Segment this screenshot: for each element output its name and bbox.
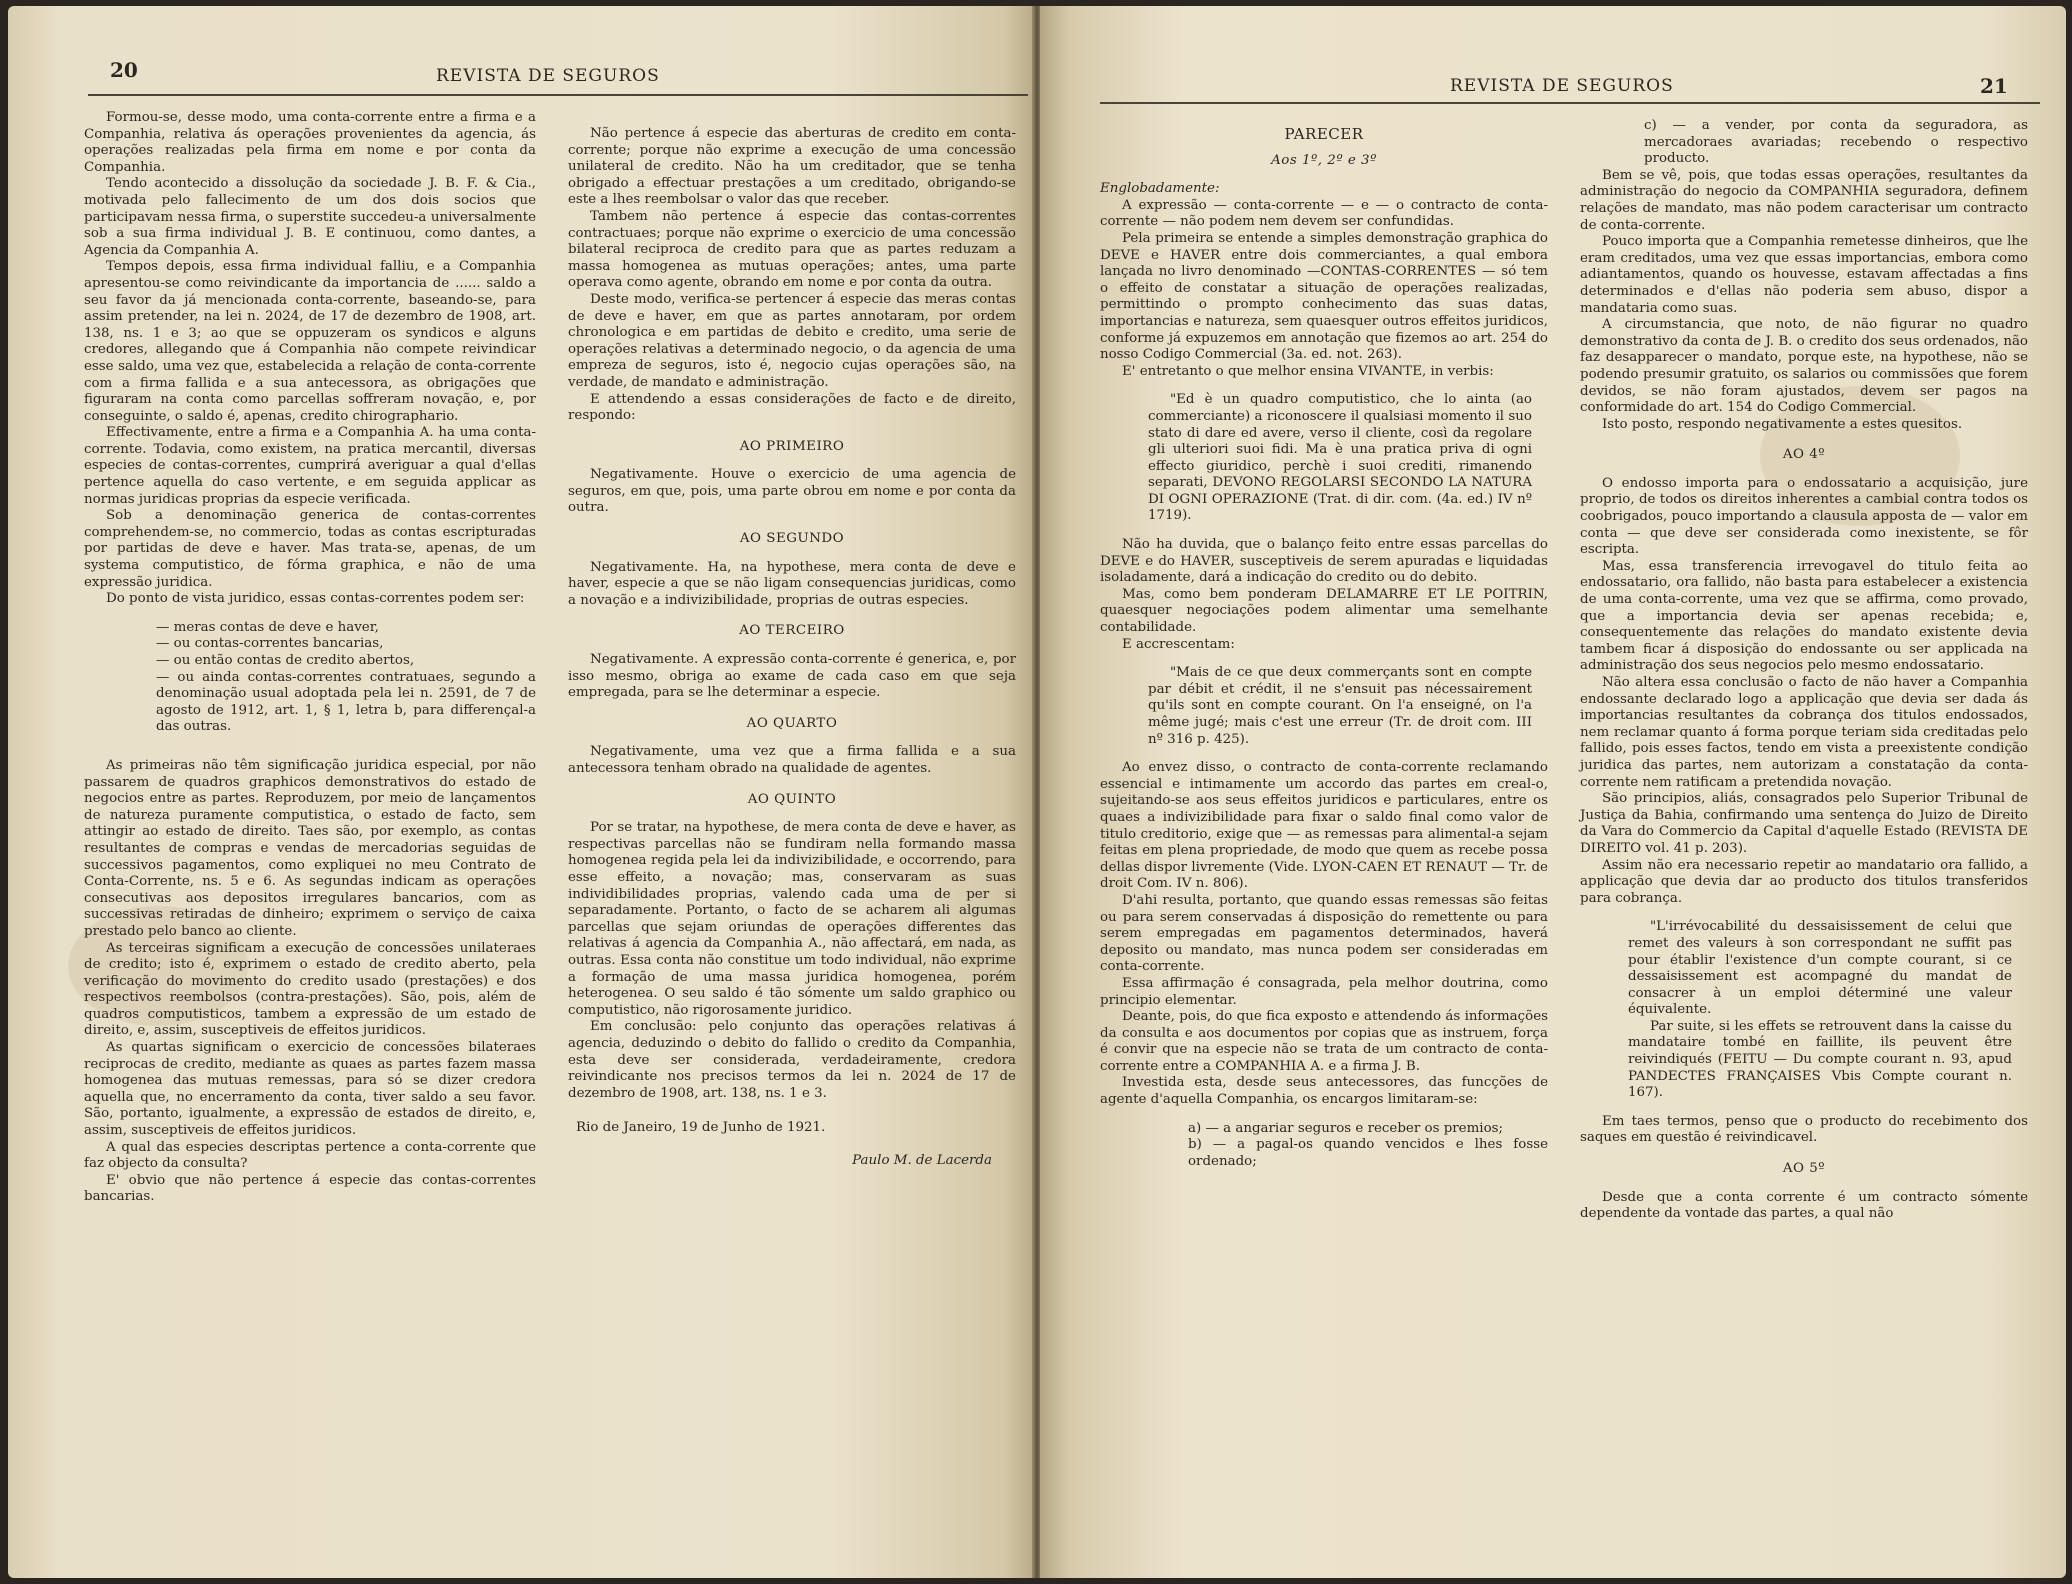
answer-heading: AO 4º [1782,447,1826,463]
quotation: Par suite, si les effets se retrouvent dans la caisse du mandataire tombé en faillite, ils peuvent être reivindiqués (FEITU — Du compte courant n. 93, apud PANDECTES FRANÇAISES Vbis Compte courant n. 167). [1628,1018,2012,1101]
answer-text: Negativamente. Ha, na hypothese, mera conta de deve e haver, especie a que se não ligam consequencias juridicas, como a novação e a indivizibilidade, proprias de outras especies. [568,559,1016,608]
paragraph: As primeiras não têm significação juridica especial, por não passarem de quadros graphicos demonstrativos do estado de negocios entre as partes. Reproduzem, por meio de lançamentos de natureza puramente computistica, o estado de facto, sem attingir ao estado de direito. Taes são, por exemplo, as contas resultantes de compras e vendas de mercadorias seguidas de successivos pagamentos, como expliquei no meu Contrato de Conta-Corrente, ns. 5 e 6. As segundas indicam as operações consecutivas aos depositos irregulares bancarios, com as successivas retiradas de dinheiro; exprimem o serviço de caixa prestado pelo banco ao cliente. [84,757,536,939]
page-number: 20 [110,58,138,82]
running-head: REVISTA DE SEGUROS [436,66,660,86]
paragraph: Assim não era necessario repetir ao mandatario ora fallido, a applicação que devia dar ao producto dos titulos transferidos para cobrança. [1580,857,2028,906]
paragraph: Mas, como bem ponderam DELAMARRE ET LE POITRIN, quaesquer negociações podem alimentar uma semelhante contabilidade. [1100,586,1548,636]
paragraph: Não altera essa conclusão o facto de não haver a Companhia endossante declarado logo a applicação que devia ser dada ás importancias resultantes da cobrança dos titulos endossados, nem reclamar quanto á forma porque teriam sida creditadas pelo fallido, pois esses factos, tendo em vista a preexistente condição juridica das partes, nem autorizam a constatação da conta-corrente nem ratificam a pretendida novação. [1580,675,2028,790]
subtitle: Aos 1º, 2º e 3º [1271,152,1377,168]
title: PARECER [1284,125,1364,143]
paragraph: Pouco importa que a Companhia remetesse dinheiros, que lhe eram creditados, uma vez que essas importancias, embora como adiantamentos, quando os houvesse, estavam affectadas a fins determinados e d'ellas não poderia sem abuso, dispor a mandataria como suas. [1580,234,2028,316]
paragraph: Pela primeira se entende a simples demonstração graphica do DEVE e HAVER entre dois commerciantes, a qual embora lançada no livro denominado —CONTAS-CORRENTES — só tem o effeito de constatar a situação de operações realizadas, permittindo o prompto conhecimento das suas datas, importancias e natureza, sem quaesquer outros effeitos juridicos, conforme já expuzemos em annotação que fizemos ao art. 254 do nosso Codigo Commercial (3a. ed. not. 263). [1100,230,1548,363]
paragraph: Englobadamente: [1100,181,1220,197]
answer-heading: AO 5º [1782,1161,1826,1177]
paragraph: E attendendo a essas considerações de facto e de direito, respondo: [568,391,1016,424]
list-item: — ou contas-correntes bancarias, [156,636,384,652]
list-item: a) — a angariar seguros e receber os premios; [1188,1120,1504,1136]
left-page [8,6,1034,1578]
header-rule [1100,102,2040,104]
list-item: — meras contas de deve e haver, [156,619,379,635]
list-item: — ou então contas de credito abertos, [156,653,415,668]
paragraph: A circumstancia, que noto, de não figurar no quadro demonstrativo da conta de J. B. o credito dos seus ordenados, não faz desapparecer o mandato, porque este, na hypothese, não se podendo presumir gratuito, os salarios ou commissões que forem devidos, se não foram ajustados, devem ser pagos na conformidade do art. 154 do Codigo Commercial. [1580,317,2028,416]
paragraph: Deante, pois, do que fica exposto e attendendo ás informações da consulta e aos documentos por copias que as instruem, força é convir que na especie não se trata de um contracto de conta-corrente entre a COMPANHIA A. e a firma J. B. [1100,1009,1548,1074]
paragraph: Tendo acontecido a dissolução da sociedade J. B. F. & Cia., motivada pelo fallecimento de um dos dois socios que participavam nessa firma, o superstite succedeu-a universalmente sob a sua firma individual J. B. E continuou, como dantes, a Agencia da Companhia A. [84,176,536,258]
paragraph: E' entretanto o que melhor ensina VIVANTE, in verbis: [1122,363,1494,379]
paragraph: Sob a denominação generica de contas-correntes comprehendem-se, no commercio, todas as contas escripturadas por partidas de deve e haver. Mas trata-se, apenas, de um systema computistico, de fórma graphica, e não de uma expressão juridica. [84,508,536,590]
answer-heading: AO TERCEIRO [739,623,845,639]
right-column-1 [1100,118,1548,1170]
paragraph: Em taes termos, penso que o producto do recebimento dos saques em questão é reivindicavel. [1580,1113,2028,1146]
paragraph: As terceiras significam a execução de concessões unilateraes de credito; isto é, exprimem o estado de credito aberto, pela verificação do movimento do credito usado (prestações) e dos respectivos reembolsos (contra-prestações). São, pois, além de quadros computisticos, tambem a expressão de um estado de direito, e, assim, susceptiveis de effeitos juridicos. [84,940,536,1039]
paragraph: Do ponto de vista juridico, essas contas-correntes podem ser: [106,591,525,607]
paragraph: A expressão — conta-corrente — e — o contracto de conta-corrente — não podem nem devem ser confundidas. [1100,197,1548,230]
paragraph: Bem se vê, pois, que todas essas operações, resultantes da administração do negocio da COMPANHIA seguradora, definem relações de mandato, mas não podem caracterisar um contracto de conta-corrente. [1580,167,2028,233]
paragraph: Em conclusão: pelo conjunto das operações relativas á agencia, deduzindo o debito do fallido o credito da Companhia, esta deve ser considerada, verdadeiramente, credora reivindicante nos precisos termos da lei n. 2024 de 17 de dezembro de 1908, art. 138, ns. 1 e 3. [568,1019,1016,1101]
paragraph: Effectivamente, entre a firma e a Companhia A. ha uma conta-corrente. Todavia, como existem, na pratica mercantil, diversas especies de contas-correntes, cumprirá averiguar a qual d'ellas pertence aquella do caso vertente, e em seguida applicar as normas juridicas proprias da especie verificada. [84,425,536,507]
paragraph: E accrescentam: [1122,636,1235,652]
paragraph: São principios, aliás, consagrados pelo Superior Tribunal de Justiça da Bahia, confirmando uma sentença do Juizo de Direito da Vara do Commercio da Capital d'aquelle Estado (REVISTA DE DIREITO vol. 41 p. 203). [1580,791,2028,856]
quotation: "Ed è un quadro computistico, che lo ainta (ao commerciante) a riconoscere il qualsiasi momento il suo stato di dare ed avere, verso il cliente, così da regolare gli ulteriori suoi fidi. Ma è una pratica priva di ogni effecto giuridico, perchè i suoi crediti, rimanendo separati, DEVONO REGOLARSI SECONDO LA NATURA DI OGNI OPERAZIONE (Trat. di dir. com. (4a. ed.) IV nº 1719). [1148,392,1532,524]
list-item: c) — a vender, por conta da seguradora, as mercadoraes avariadas; recebendo o respectivo producto. [1644,118,2028,167]
paragraph: Essa affirmação é consagrada, pela melhor doutrina, como principio elementar. [1100,975,1548,1008]
header-rule [88,94,1028,96]
paragraph: Formou-se, desse modo, uma conta-corrente entre a firma e a Companhia, relativa ás operações provenientes da agencia, ás operações realizadas pela firma em nome e por conta da Companhia. [84,110,536,175]
answer-text: Negativamente. Houve o exercicio de uma agencia de seguros, em que, pois, uma parte obrou em nome e por conta da outra. [568,467,1016,516]
answer-text: Por se tratar, na hypothese, de mera conta de deve e haver, as respectivas parcellas não se fundiram nella formando massa homogenea regida pela lei da indivizibilidade, e occorrendo, para esse effeito, a novação; mas, conservaram as suas individibilidades proprias, valendo cada uma de per si separadamente. Portanto, o facto de se acharem ali algumas parcellas que sejam oriundas de operações differentes das relativas á agencia da Companhia A., não affectará, em nada, as outras. Essa conta não constitue um todo individual, não exprime a formação de uma massa juridica homogenea, porém heterogenea. O seu saldo é tão sómente um saldo graphico ou computistico, não rigorosamente juridico. [568,820,1016,1018]
magazine-spread [8,6,2066,1578]
answer-heading: AO SEGUNDO [739,531,845,547]
paragraph: Tempos depois, essa firma individual falliu, e a Companhia apresentou-se como reivindicante da importancia de ...... saldo a seu favor da já mencionada conta-corrente, baseando-se, para assim pretender, na lei n. 2024, de 17 de dezembro de 1908, art. 138, ns. 1 e 3; ao que se oppuzeram os syndicos e alguns credores, allegando que á Companhia não compete reivindicar esse saldo, uma vez que, estabelecida a relação de conta-corrente com a firma fallida e a sua antecessora, as obrigações que figuraram na conta como parcellas soffreram novação, e, por conseguinte, o saldo é, apenas, credito chirographario. [84,259,536,424]
list-item: b) — a pagal-os quando vencidos e lhes fosse ordenado; [1188,1137,1548,1169]
left-column-2 [568,126,1016,1169]
date-line: Rio de Janeiro, 19 de Junho de 1921. [576,1120,826,1136]
paragraph: Isto posto, respondo negativamente a estes quesitos. [1602,416,1963,432]
paragraph: Mas, essa transferencia irrevogavel do titulo feita ao endossatario, ora fallido, não basta para estabelecer a existencia de uma conta-corrente, uma vez que se affirma, como provado, que a importancia devia ser apenas recebida; e, consequentemente das relações do mandato existente devia tambem ficar á disposição do endossante ou ser applicada na administração dos seus negocios pelo mesmo endossatario. [1580,558,2028,674]
page-number: 21 [1980,74,2008,98]
answer-text: Negativamente. A expressão conta-corrente é generica, e, por isso mesmo, obriga ao exame de cada caso em que seja empregada, para se lhe determinar a especie. [568,652,1016,701]
right-page [1040,6,2066,1578]
paragraph: Não pertence á especie das aberturas de credito em conta-corrente; porque não exprime a execução de uma concessão unilateral de credito. Não ha um creditador, que se tenha obrigado a effectuar prestações a um creditado, obrigando-se este a lhes reembolsar o valor das que receber. [568,126,1016,208]
signature: Paulo M. de Lacerda [852,1152,992,1168]
paragraph: As quartas significam o exercicio de concessões bilateraes reciprocas de credito, mediante as quaes as partes fazem massa homogenea das mutuas remessas, para só se dizer credora aquella que, no encerramento da conta, tiver saldo a seu favor. São, portanto, igualmente, a expressão de estados de direito, e, assim, susceptiveis de effeitos juridicos. [84,1040,536,1139]
paragraph: A qual das especies descriptas pertence a conta-corrente que faz objecto da consulta? [84,1139,536,1172]
quotation: "L'irrévocabilité du dessaisissement de celui que remet des valeurs à son correspondant ne suffit pas pour établir l'existence d'un compte courant, si ce dessaisissement est acompagné du mandat de consacrer à un emploi déterminé une valeur équivalente. [1628,919,2012,1018]
paragraph: E' obvio que não pertence á especie das contas-correntes bancarias. [84,1172,536,1205]
paragraph: Desde que a conta corrente é um contracto sómente dependente da vontade das partes, a qual não [1580,1189,2028,1222]
answer-text: Negativamente, uma vez que a firma fallida e a sua antecessora tenham obrado na qualidade de agentes. [568,744,1016,776]
answer-heading: AO QUARTO [746,715,838,731]
quotation: "Mais de ce que deux commerçants sont en compte par débit et crédit, il ne s'ensuit pas nécessairement qu'ils sont en compte courant. On l'a enseigné, on l'a même jugé; mais c'est une erreur (Tr. de droit com. III nº 316 p. 425). [1148,665,1532,747]
answer-heading: AO QUINTO [747,791,837,807]
paragraph: Não ha duvida, que o balanço feito entre essas parcellas do DEVE e do HAVER, susceptiveis de serem apuradas e liquidadas isoladamente, dará a indicação do credito ou do debito. [1100,537,1548,586]
running-head: REVISTA DE SEGUROS [1450,76,1674,96]
right-column-2 [1580,118,2028,1223]
paragraph: D'ahi resulta, portanto, que quando essas remessas são feitas ou para serem conservadas á disposição do remettente ou para serem empregadas em pagamentos determinados, haverá deposito ou mandato, mas nunca podem ser consideradas em conta-corrente. [1100,892,1548,975]
paragraph: Tambem não pertence á especie das contas-correntes contractuaes; porque não exprime o exercicio de uma concessão bilateral reciproca de credito para que as partes reduzam a massa homogenea as mutuas operações; antes, uma parte operava como agente, obrando em nome e por conta da outra. [568,208,1016,291]
answer-heading: AO PRIMEIRO [739,438,845,454]
paragraph: Ao envez disso, o contracto de conta-corrente reclamando essencial e intimamente um accordo das partes em creal-o, sujeitando-se aos seus effeitos juridicos e particulares, entre os quaes a indivizibilidade para fixar o saldo final como valor de titulo creditorio, exige que — as remessas para alimental-a sejam feitas em plena propriedade, de modo que quem as recebe possa dellas dispor livremente (Vide. LYON-CAEN ET RENAUT — Tr. de droit Com. IV n. 806). [1100,760,1548,892]
paragraph: Investida esta, desde seus antecessores, das funcções de agente d'aquella Companhia, os encargos limitaram-se: [1100,1075,1548,1108]
list-item: — ou ainda contas-correntes contratuaes, segundo a denominação usual adoptada pela lei n. 2591, de 7 de agosto de 1912, art. 1, § 1, letra b, para differençal-a das outras. [156,669,536,735]
paragraph: Deste modo, verifica-se pertencer á especie das meras contas de deve e haver, em que as partes annotaram, por ordem chronologica e em partidas de debito e credito, uma serie de operações relativas a determinado negocio, o da agencia de uma empreza de seguros, isto é, negocio cujas operações são, na verdade, de mandato e administração. [568,291,1016,390]
paragraph: O endosso importa para o endossatario a acquisição, jure proprio, de todos os direitos inherentes a cambial contra todos os coobrigados, pouco importando a clausula apposta de — valor em conta — que deve ser considerada como inexistente, se fôr escripta. [1580,475,2028,558]
left-column-1 [84,110,536,1206]
